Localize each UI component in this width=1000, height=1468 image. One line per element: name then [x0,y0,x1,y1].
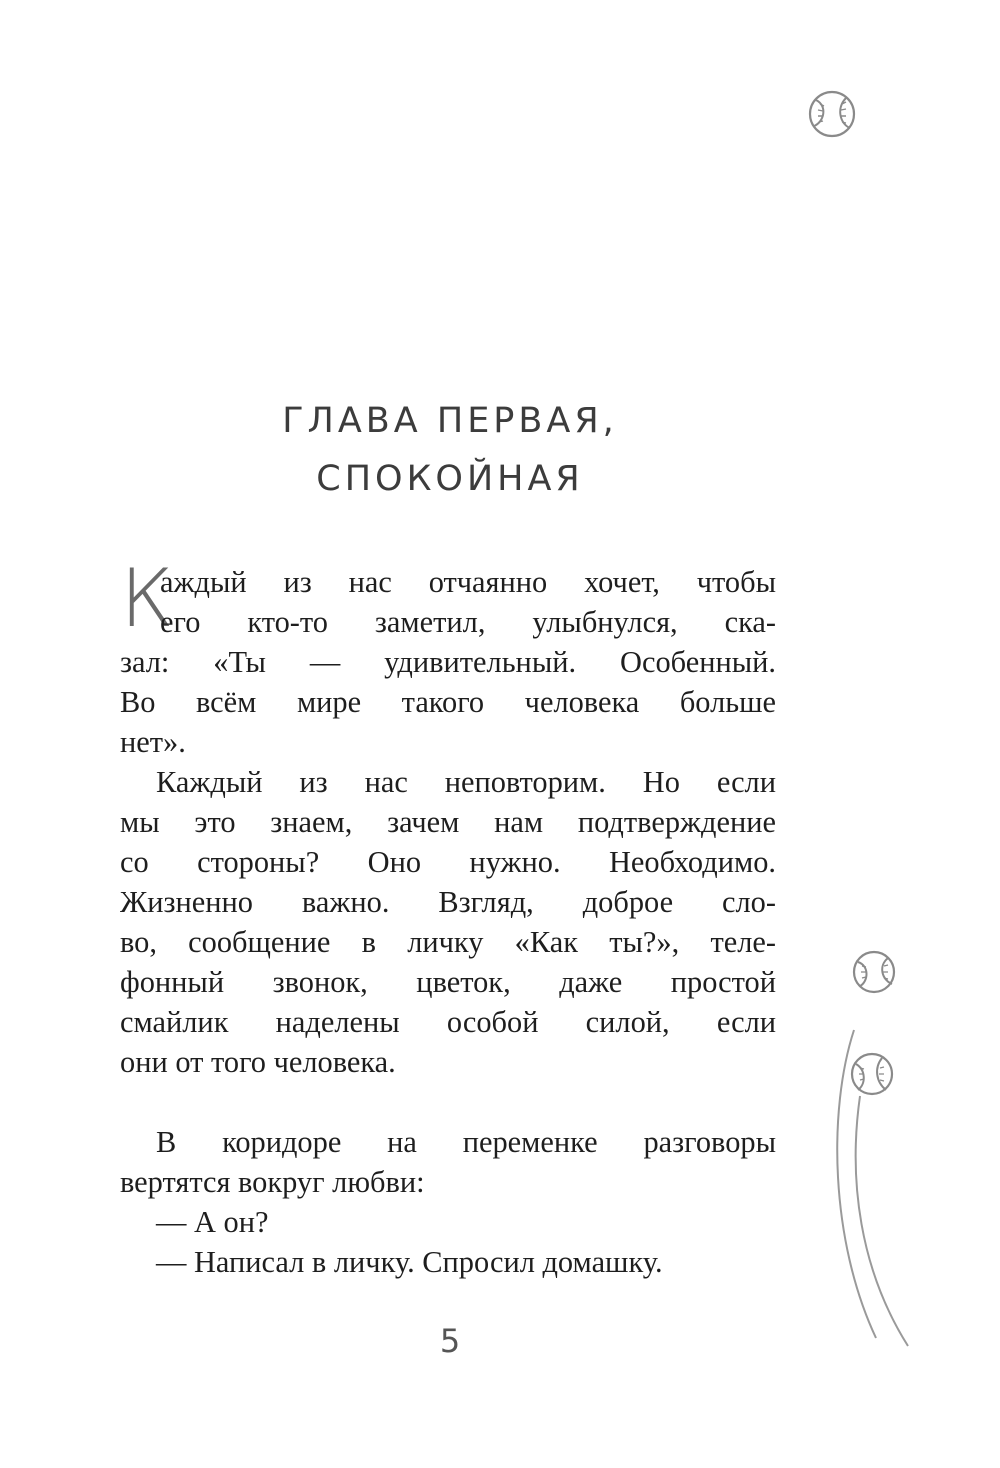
text-line: во, сообщение в личку «Как ты?», теле- [120,925,776,959]
text-line: Во всём мире такого человека больше [120,685,776,719]
paragraph-1 [120,562,776,762]
text-line: со стороны? Оно нужно. Необходимо. [120,845,776,879]
text-line: вертятся вокруг любви: [120,1165,425,1199]
text-line: Жизненно важно. Взгляд, доброе сло- [120,885,776,919]
dialogue-line: — А он? [156,1205,269,1239]
tennis-balls-decoration [820,940,930,1360]
tennis-ball-icon [852,1054,892,1094]
text-line: смайлик наделены особой силой, если [120,1005,776,1039]
paragraph-3 [120,1122,776,1282]
text-line: Каждый из нас неповторим. Но если [156,765,776,799]
paragraph-2 [120,762,776,1082]
text-line: его кто-то заметил, улыбнулся, ска- [160,605,776,639]
page-number: 5 [439,1322,461,1360]
text-line: зал: «Ты — удивительный. Особенный. [120,645,776,679]
chapter-title-line-1: ГЛАВА ПЕРВАЯ, [282,401,618,441]
text-line: фонный звонок, цветок, даже простой [120,965,776,999]
chapter-title-line-2: СПОКОЙНАЯ [316,459,584,499]
drop-cap-letter: К [120,552,174,645]
chapter-title [0,392,900,508]
tennis-ball-icon [854,952,894,992]
text-line: В коридоре на переменке разговоры [156,1125,776,1159]
text-line: они от того человека. [120,1045,396,1079]
text-line: нет». [120,725,186,759]
text-line: мы это знаем, зачем нам подтверждение [120,805,776,839]
tennis-ball-icon [806,88,858,140]
text-line: аждый из нас отчаянно хочет, чтобы [160,565,776,599]
dialogue-line: — Написал в личку. Спросил домашку. [156,1245,663,1279]
